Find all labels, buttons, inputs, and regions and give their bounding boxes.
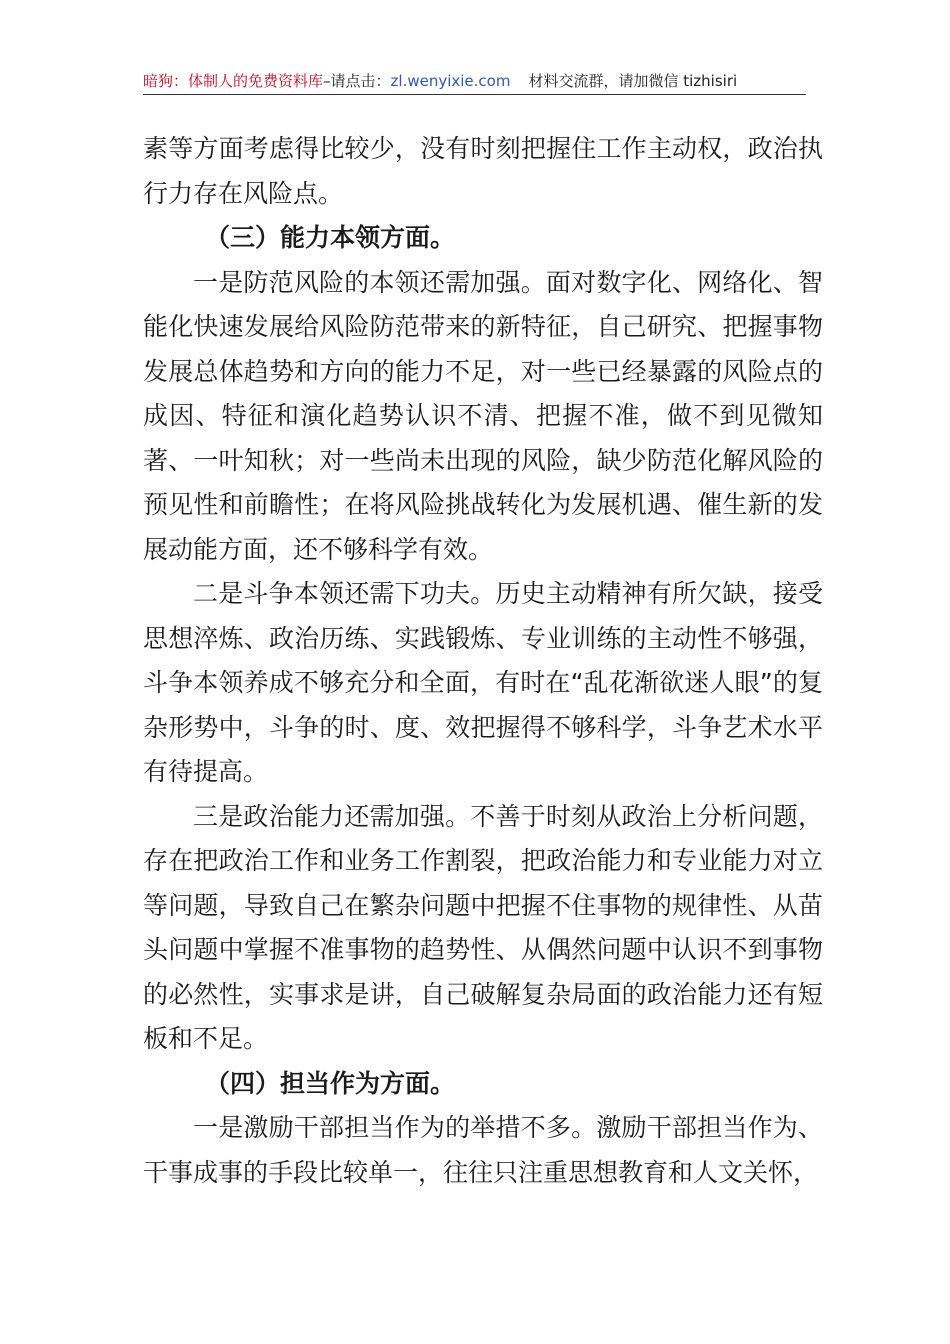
paragraph-political-ability: 三是政治能力还需加强。不善于时刻从政治上分析问题，存在把政治工作和业务工作割裂，把政治能力和专业能力对立等问题，导致自己在繁杂问题中把握不住事物的规律性、从苗头问题中掌握不准事物的趋势性、从偶然问题中认识不到事物的必然性，实事求是讲，自己破解复杂局面的政治能力还有短板和不足。 <box>143 801 823 1053</box>
header-group-note: 材料交流群，请加微信 tizhisiri <box>528 72 738 90</box>
section-heading-ability: （三）能力本领方面。 <box>205 223 456 252</box>
paragraph-continuation: 素等方面考虑得比较少，没有时刻把握住工作主动权，政治执行力存在风险点。 <box>143 134 823 208</box>
page-header <box>143 70 806 95</box>
document-body <box>143 127 823 1195</box>
header-click-prompt: –请点击： <box>323 72 391 90</box>
header-url-link[interactable]: zl.wenyixie.com <box>390 72 511 90</box>
section-heading-responsibility: （四）担当作为方面。 <box>205 1068 456 1098</box>
paragraph-incentive-measures: 一是激励干部担当作为的举措不多。激励干部担当作为、干事成事的手段比较单一，往往只注重思想教育和人文关怀， <box>143 1113 823 1187</box>
paragraph-risk-prevention: 一是防范风险的本领还需加强。面对数字化、网络化、智能化快速发展给风险防范带来的新特征，自己研究、把握事物发展总体趋势和方向的能力不足，对一些已经暴露的风险点的成因、特征和演化趋势认识不清、把握不准，做不到见微知著、一叶知秋；对一些尚未出现的风险，缺少防范化解风险的预见性和前瞻性；在将风险挑战转化为发展机遇、催生新的发展动能方面，还不够科学有效。 <box>143 267 823 564</box>
paragraph-struggle-skill: 二是斗争本领还需下功夫。历史主动精神有所欠缺，接受思想淬炼、政治历练、实践锻炼、专业训练的主动性不够强，斗争本领养成不够充分和全面，有时在“乱花渐欲迷人眼”的复杂形势中，斗争的时、度、效把握得不够科学，斗争艺术水平有待提高。 <box>143 579 823 786</box>
header-brand: 暗狗：体制人的免费资料库 <box>143 72 324 90</box>
